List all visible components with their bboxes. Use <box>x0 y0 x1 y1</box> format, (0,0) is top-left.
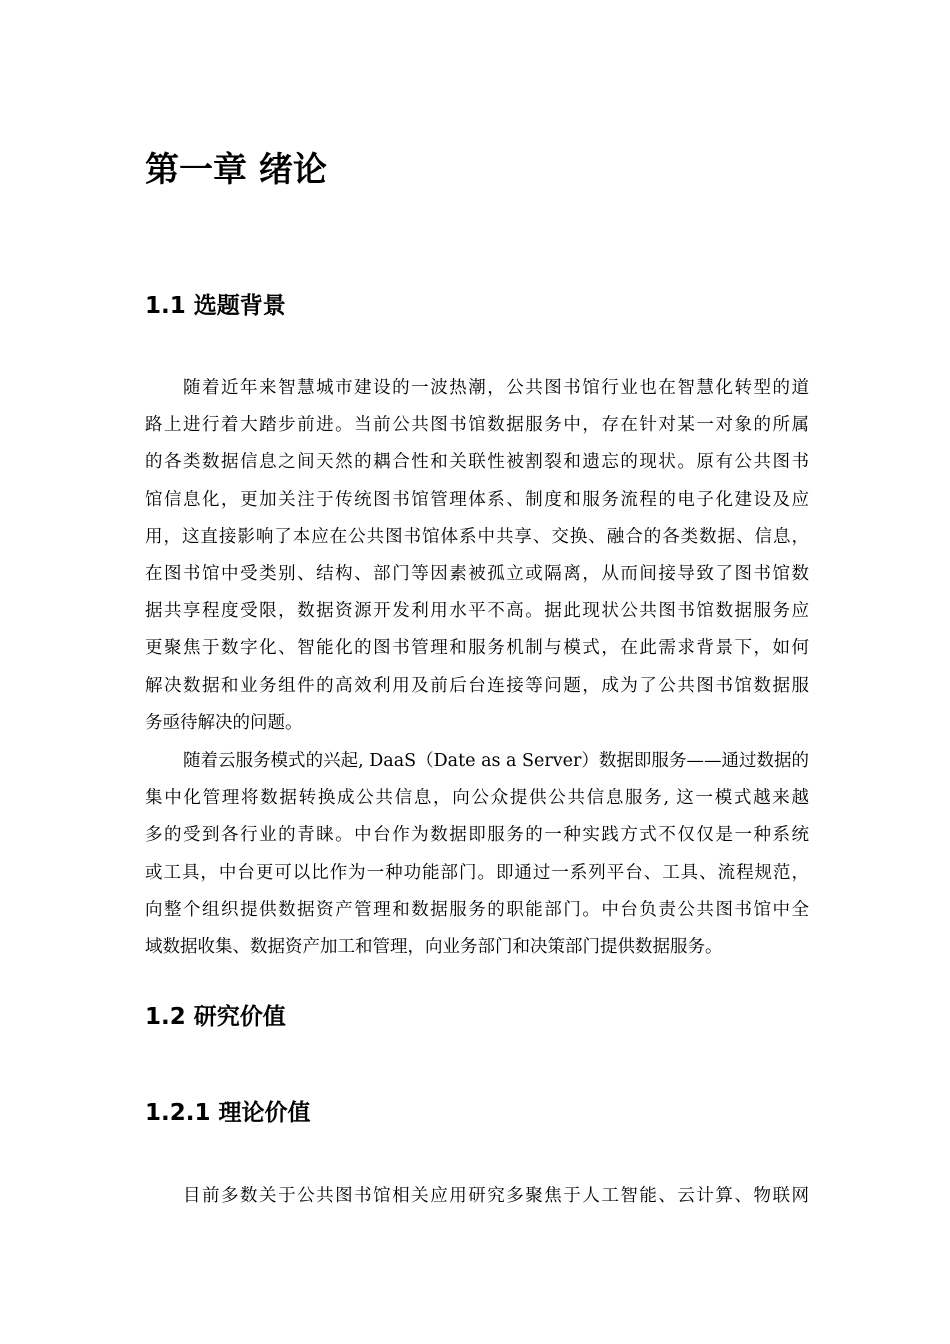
paragraph-line: 或工具，中台更可以比作为一种功能部门。即通过一系列平台、工具、流程规范， <box>145 862 809 883</box>
paragraph-line: 多的受到各行业的青睐。中台作为数据即服务的一种实践方式不仅仅是一种系统 <box>145 825 809 846</box>
paragraph-line: 务亟待解决的问题。 <box>145 712 303 733</box>
paragraph-line: 随着云服务模式的兴起, DaaS（Date as a Server）数据即服务——通过数据的 <box>183 751 809 771</box>
section-heading-1-2-1: 1.2.1 理论价值 <box>145 1100 311 1126</box>
paragraph-line: 目前多数关于公共图书馆相关应用研究多聚焦于人工智能、云计算、物联网 <box>183 1186 809 1206</box>
paragraph-line: 的各类数据信息之间天然的耦合性和关联性被割裂和遗忘的现状。原有公共图书 <box>145 452 809 473</box>
paragraph-line: 向整个组织提供数据资产管理和数据服务的职能部门。中台负责公共图书馆中全 <box>145 899 809 920</box>
paragraph-line: 解决数据和业务组件的高效利用及前后台连接等问题，成为了公共图书馆数据服 <box>145 675 809 696</box>
paragraph-theory-value <box>145 1178 809 1215</box>
chapter-title: 第一章 绪论 <box>145 150 327 190</box>
section-heading-1-2: 1.2 研究价值 <box>145 1004 286 1030</box>
paragraph-line: 路上进行着大踏步前进。当前公共图书馆数据服务中，存在针对某一对象的所属 <box>145 415 809 436</box>
paragraph-line: 更聚焦于数字化、智能化的图书管理和服务机制与模式，在此需求背景下，如何 <box>145 638 809 659</box>
paragraph-line: 随着近年来智慧城市建设的一波热潮，公共图书馆行业也在智慧化转型的道 <box>183 378 809 398</box>
paragraph-line: 在图书馆中受类别、结构、部门等因素被孤立或隔离，从而间接导致了图书馆数 <box>145 563 809 584</box>
paragraph-line: 馆信息化，更加关注于传统图书馆管理体系、制度和服务流程的电子化建设及应 <box>145 489 809 510</box>
paragraph-line: 集中化管理将数据转换成公共信息，向公众提供公共信息服务, 这一模式越来越 <box>145 788 809 809</box>
paragraph-line: 域数据收集、数据资产加工和管理，向业务部门和决策部门提供数据服务。 <box>145 936 723 957</box>
paragraph-line: 据共享程度受限，数据资源开发利用水平不高。据此现状公共图书馆数据服务应 <box>145 601 809 622</box>
paragraph-background-2 <box>145 743 809 966</box>
section-heading-1-1: 1.1 选题背景 <box>145 293 286 319</box>
paragraph-line: 用，这直接影响了本应在公共图书馆体系中共享、交换、融合的各类数据、信息， <box>145 526 809 547</box>
paragraph-background-1 <box>145 370 809 742</box>
